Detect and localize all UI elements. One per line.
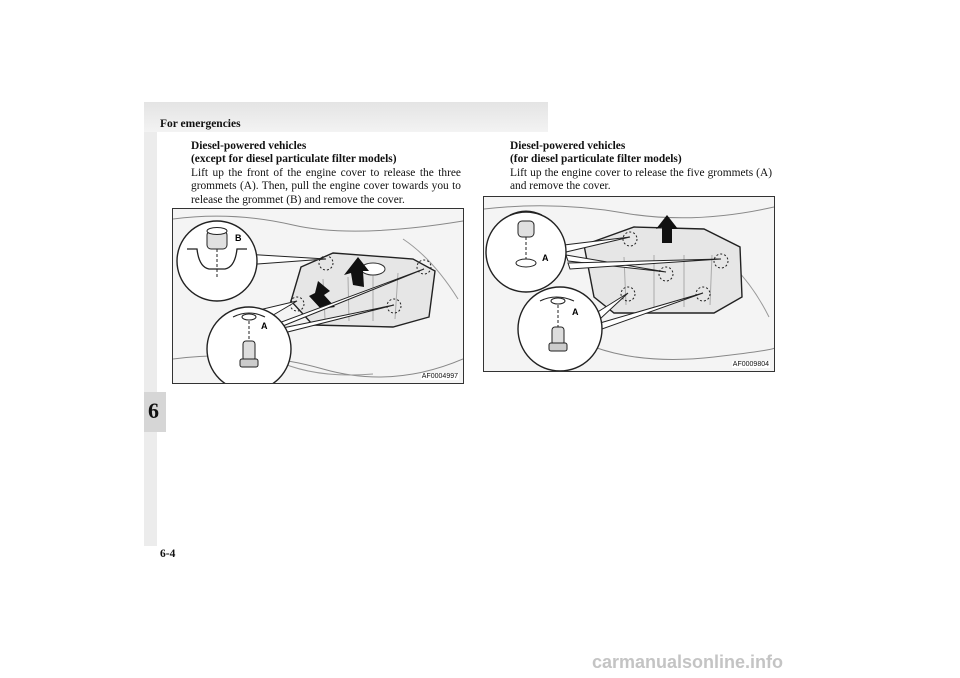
grommet-a-label-upper: A <box>542 253 549 263</box>
grommet-a-label-lower: A <box>572 307 579 317</box>
figure-code-left: AF0004997 <box>421 373 458 380</box>
left-column <box>191 140 461 207</box>
grommet-a-label: A <box>261 321 268 331</box>
figure-code-right: AF0009804 <box>732 361 769 368</box>
right-heading-line2: (for diesel particulate filter models) <box>510 153 682 166</box>
right-body-text: Lift up the engine cover to release the five grommets (A) and remove the cover. <box>510 166 772 193</box>
left-body-text: Lift up the front of the engine cover to release the three grommets (A). Then, pull the engine cover towards you to release the grommet (B) and remove the cover. <box>191 166 461 206</box>
grommet-b-label: B <box>235 233 242 243</box>
engine-cover-figure-right <box>483 196 775 372</box>
watermark-link[interactable]: carmanualsonline.info <box>592 652 784 672</box>
left-heading-line1: Diesel-powered vehicles <box>191 140 307 152</box>
page-number: 6-4 <box>160 548 176 560</box>
right-column <box>510 140 772 194</box>
left-heading-line2: (except for diesel particulate filter models) <box>191 153 397 166</box>
chapter-side-bar <box>144 132 157 546</box>
engine-cover-figure-left <box>172 208 464 384</box>
section-title: For emergencies <box>160 118 241 130</box>
right-heading-line1: Diesel-powered vehicles <box>510 140 626 152</box>
chapter-number: 6 <box>148 398 159 423</box>
engine-cover-illustration-left <box>173 209 463 383</box>
engine-cover-illustration-right <box>484 197 774 371</box>
